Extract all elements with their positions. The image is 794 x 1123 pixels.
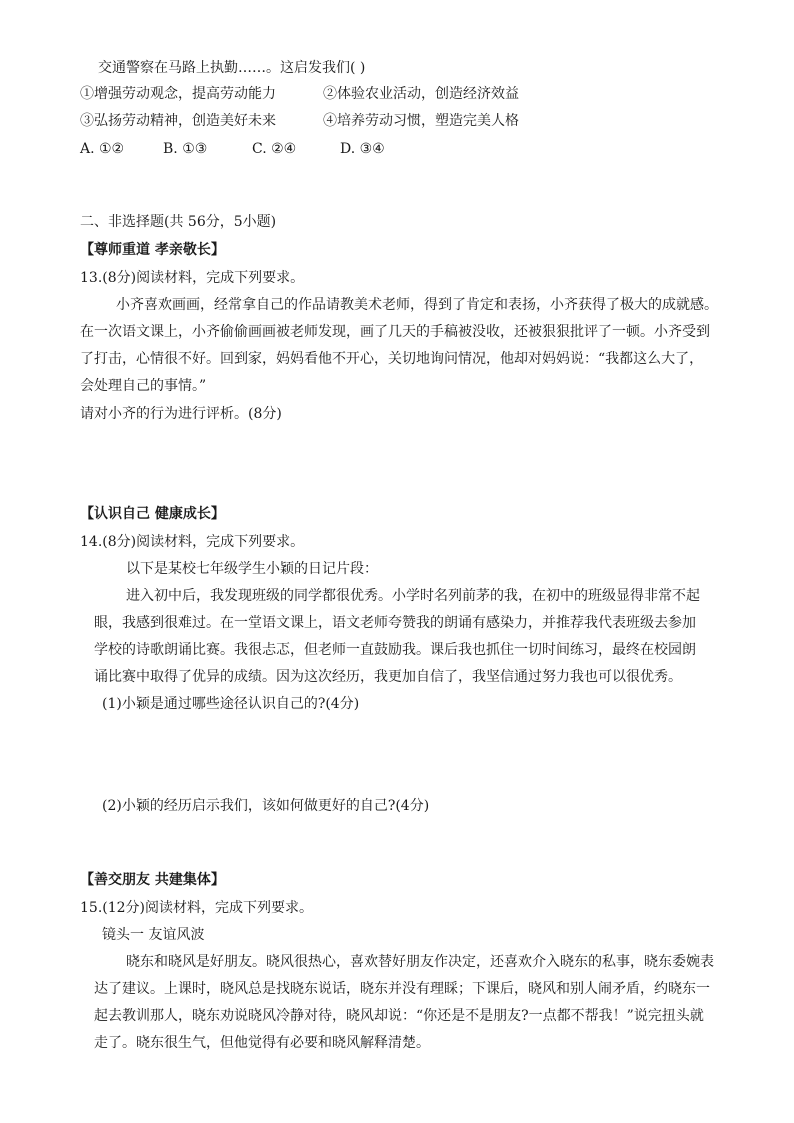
q13-title: 13.(8分)阅读材料，完成下列要求。 xyxy=(80,270,305,286)
q13-task: 请对小齐的行为进行评析。(8分) xyxy=(80,406,282,422)
q13-material-line-4: 会处理自己的事情。” xyxy=(80,378,207,394)
q14-intro: 以下是某校七年级学生小颖的日记片段： xyxy=(126,561,378,577)
q13-material-line-2: 在一次语文课上，小齐偷偷画画被老师发现，画了几天的手稿被没收，还被狠狠批评了一顿。小齐受到 xyxy=(80,324,710,340)
q13-material-line-3: 了打击，心情很不好。回到家，妈妈看他不开心，关切地询问情况，他却对妈妈说：“我都这么大了， xyxy=(80,351,704,367)
block3-header: 【善交朋友 共建集体】 xyxy=(80,872,225,888)
q15-title: 15.(12分)阅读材料，完成下列要求。 xyxy=(80,900,314,916)
q14-diary-line-3: 学校的诗歌朗诵比赛。我很忐忑，但老师一直鼓励我。课后我也抓住一切时间练习，最终在校园朗 xyxy=(94,642,696,658)
q12-stem-tail: 交通警察在马路上执勤……。这启发我们( ) xyxy=(98,60,366,76)
q12-choice-c: C. ②④ xyxy=(252,141,297,157)
q15-material-line-2: 达了建议。上课时，晓风总是找晓东说话，晓东并没有理睬；下课后，晓风和别人闹矛盾，约晓东一 xyxy=(94,981,710,997)
q12-choice-d: D. ③④ xyxy=(340,141,385,157)
q15-material-line-3: 起去教训那人，晓东劝说晓风冷静对待，晓风却说：“你还是不是朋友?一点都不帮我！”说完扭头就 xyxy=(94,1008,704,1024)
q12-option-3: ③弘扬劳动精神，创造美好未来 xyxy=(80,113,276,129)
q12-option-2: ②体验农业活动，创造经济效益 xyxy=(323,86,519,102)
block1-header: 【尊师重道 孝亲敬长】 xyxy=(80,242,225,258)
q14-sub-question-2: (2)小颖的经历启示我们，该如何做更好的自己?(4分) xyxy=(102,798,430,814)
q15-material-line-4: 走了。晓东很生气，但他觉得有必要和晓风解释清楚。 xyxy=(94,1035,430,1051)
q14-sub-question-1: (1)小颖是通过哪些途径认识自己的?(4分) xyxy=(102,696,360,712)
q15-scene-title: 镜头一 友谊风波 xyxy=(102,927,205,943)
q14-diary-line-1: 进入初中后，我发现班级的同学都很优秀。小学时名列前茅的我，在初中的班级显得非常不起 xyxy=(126,588,700,604)
q14-diary-line-2: 眼，我感到很难过。在一堂语文课上，语文老师夸赞我的朗诵有感染力，并推荐我代表班级去参加 xyxy=(94,615,696,631)
q12-option-1: ①增强劳动观念，提高劳动能力 xyxy=(80,86,276,102)
q12-option-4: ④培养劳动习惯，塑造完美人格 xyxy=(323,113,519,129)
block2-header: 【认识自己 健康成长】 xyxy=(80,506,225,522)
q12-choice-b: B. ①③ xyxy=(163,141,208,157)
q14-diary-line-4: 诵比赛中取得了优异的成绩。因为这次经历，我更加自信了，我坚信通过努力我也可以很优秀。 xyxy=(94,669,682,685)
q12-choice-a: A. ①② xyxy=(80,141,125,157)
section-title: 二、非选择题(共 56分，5小题) xyxy=(80,214,277,230)
q15-material-line-1: 晓东和晓风是好朋友。晓风很热心，喜欢替好朋友作决定，还喜欢介入晓东的私事，晓东委婉表 xyxy=(126,954,714,970)
q14-title: 14.(8分)阅读材料，完成下列要求。 xyxy=(80,534,305,550)
q13-material-line-1: 小齐喜欢画画，经常拿自己的作品请教美术老师，得到了肯定和表扬，小齐获得了极大的成就感。 xyxy=(116,297,718,313)
